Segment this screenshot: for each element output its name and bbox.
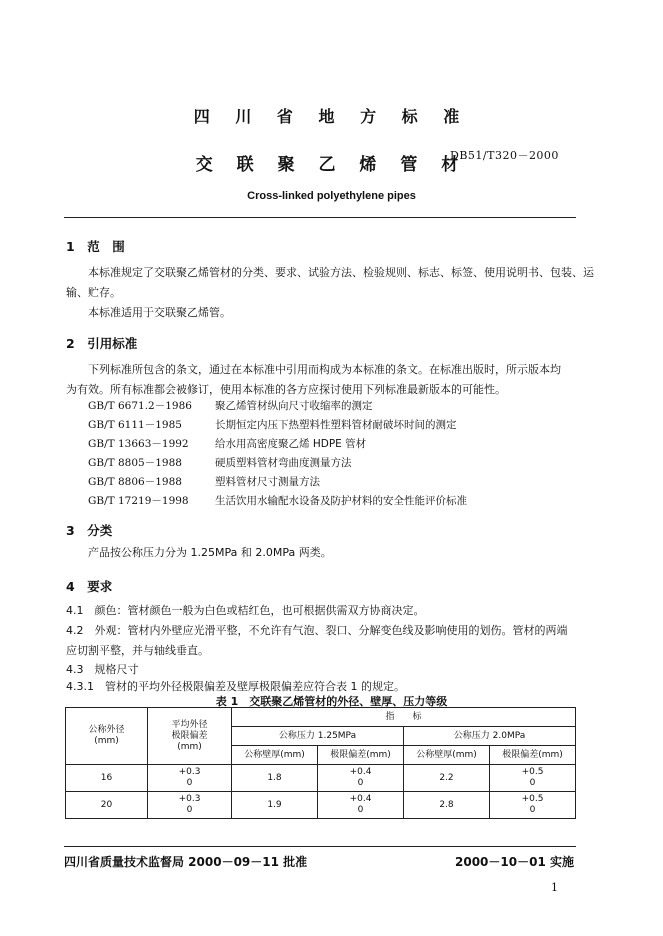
cell-od: 20 (66, 792, 148, 819)
ref-code: GB/T 8805－1988 (88, 457, 182, 469)
header-pressure-2-0: 公称压力 2.0MPa (404, 727, 576, 746)
bottom-divider (64, 846, 576, 847)
section-2-para-1b: 为有效。所有标准都会被修订，使用本标准的各方应探讨使用下列标准最新版本的可能性。 (66, 383, 506, 396)
section-3-heading: 3 分类 (66, 523, 113, 538)
clause-4-3: 4.3 规格尺寸 (66, 663, 139, 676)
section-1-para-1b: 输、贮存。 (66, 286, 121, 299)
ref-code: GB/T 6671.2－1986 (88, 400, 192, 412)
header-wall-thickness: 公称壁厚(mm) (232, 746, 318, 765)
cell-tol-2-0: +0.5 0 (490, 765, 576, 792)
table-row (66, 792, 576, 819)
header-outer-diameter: 公称外径 (mm) (66, 708, 148, 765)
ref-title: 给水用高密度聚乙烯 HDPE 管材 (215, 438, 367, 450)
document-title-en: Cross-linked polyethylene pipes (247, 190, 416, 202)
clause-4-2-line-1: 4.2 外观：管材内外壁应光滑平整，不允许有气泡、裂口、分解变色线及影响使用的划伤。管材的两端 (66, 624, 568, 637)
cell-wall-1-25: 1.8 (232, 765, 318, 792)
section-2-para-1a: 下列标准所包含的条文，通过在本标准中引用而构成为本标准的条文。在标准出版时，所示版本均 (88, 363, 561, 376)
cell-wall-1-25: 1.9 (232, 792, 318, 819)
table-1-caption: 表 1 交联聚乙烯管材的外径、壁厚、压力等级 (215, 695, 448, 708)
section-1-para-2: 本标准适用于交联聚乙烯管。 (88, 306, 231, 319)
ref-title: 生活饮用水输配水设备及防护材料的安全性能评价标准 (215, 495, 467, 507)
top-divider (64, 217, 576, 218)
standard-code: DB51/T320－2000 (450, 149, 559, 162)
ref-code: GB/T 13663－1992 (88, 438, 189, 450)
table-row (66, 765, 576, 792)
approval-line: 四川省质量技术监督局 2000－09－11 批准 (64, 855, 308, 869)
header-pressure-1-25: 公称压力 1.25MPa (232, 727, 404, 746)
cell-od-deviation: +0.3 0 (148, 792, 232, 819)
header-wall-thickness: 公称壁厚(mm) (404, 746, 490, 765)
ref-code: GB/T 6111－1985 (88, 419, 182, 431)
cell-tol-1-25: +0.4 0 (318, 792, 404, 819)
section-2-heading: 2 引用标准 (66, 336, 138, 351)
cell-od: 16 (66, 765, 148, 792)
clause-4-3-1: 4.3.1 管材的平均外径极限偏差及壁厚极限偏差应符合表 1 的规定。 (66, 680, 405, 693)
standard-type-heading: 四 川 省 地 方 标 准 (193, 107, 470, 126)
header-tolerance: 极限偏差(mm) (490, 746, 576, 765)
header-mean-od-deviation: 平均外径 极限偏差 (mm) (148, 708, 232, 765)
page-number: 1 (551, 881, 558, 894)
section-3-para-1: 产品按公称压力分为 1.25MPa 和 2.0MPa 两类。 (88, 546, 332, 559)
ref-title: 长期恒定内压下热塑料性塑料管材耐破坏时间的测定 (215, 419, 457, 431)
header-tolerance: 极限偏差(mm) (318, 746, 404, 765)
table-1 (65, 707, 576, 819)
ref-code: GB/T 8806－1988 (88, 476, 182, 488)
clause-4-1: 4.1 颜色：管材颜色一般为白色或桔红色，也可根据供需双方协商决定。 (66, 604, 425, 617)
ref-title: 塑料管材尺寸测量方法 (215, 476, 320, 488)
section-1-heading: 1 范 围 (66, 239, 125, 254)
cell-od-deviation: +0.3 0 (148, 765, 232, 792)
cell-wall-2-0: 2.2 (404, 765, 490, 792)
header-index: 指 标 (232, 708, 576, 727)
cell-tol-2-0: +0.5 0 (490, 792, 576, 819)
clause-4-2-line-2: 应切割平整，并与轴线垂直。 (66, 644, 209, 657)
ref-title: 聚乙烯管材纵向尺寸收缩率的测定 (215, 400, 373, 412)
document-title-cn: 交 联 聚 乙 烯 管 材 (195, 155, 468, 175)
effective-date-line: 2000－10－01 实施 (455, 855, 574, 869)
cell-wall-2-0: 2.8 (404, 792, 490, 819)
cell-tol-1-25: +0.4 0 (318, 765, 404, 792)
section-1-para-1a: 本标准规定了交联聚乙烯管材的分类、要求、试验方法、检验规则、标志、标签、使用说明书、包装、运 (88, 266, 594, 279)
section-4-heading: 4 要求 (66, 579, 113, 594)
ref-title: 硬质塑料管材弯曲度测量方法 (215, 457, 352, 469)
ref-code: GB/T 17219－1998 (88, 495, 189, 507)
